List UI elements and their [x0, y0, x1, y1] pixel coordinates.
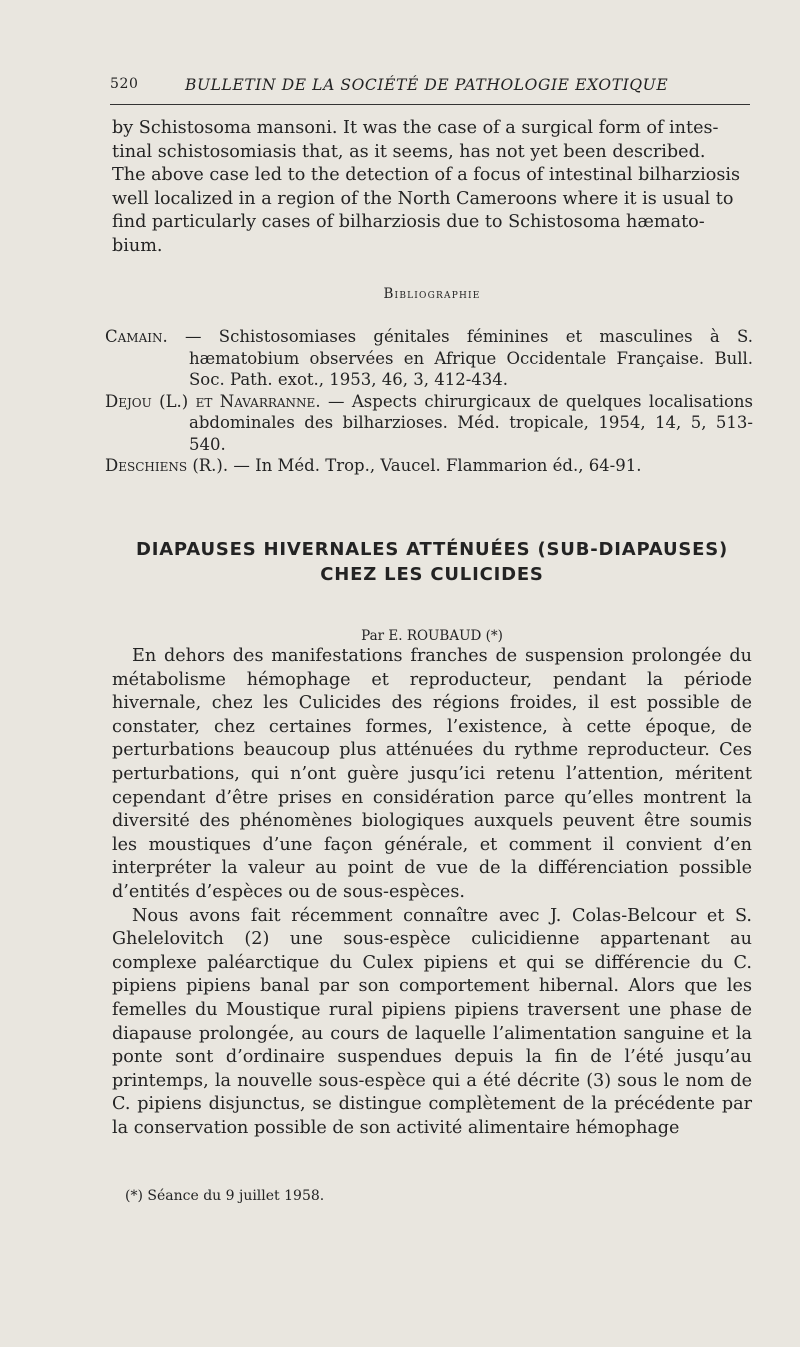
- article-title-line: DIAPAUSES HIVERNALES ATTÉNUÉES (SUB-DIAPAUSES): [135, 539, 729, 560]
- article-body: [112, 645, 752, 1140]
- header-rule: [110, 104, 750, 105]
- reference-text: — Aspects chirurgicaux de quelques localisations abdominales des bilharzioses. Méd. tropicale, 1954, 14, 5, 513-540.: [189, 391, 754, 454]
- reference-list: [105, 326, 753, 477]
- journal-title: BULLETIN DE LA SOCIÉTÉ DE PATHOLOGIE EXOTIQUE: [185, 76, 669, 94]
- running-header: [110, 76, 750, 102]
- summary-line: bium.: [112, 235, 163, 256]
- footnote: (*) Séance du 9 juillet 1958.: [125, 1188, 325, 1204]
- reference-item: [105, 326, 753, 391]
- summary-line: The above case led to the detection of a focus of intestinal bilharziosis: [112, 165, 741, 186]
- bibliography-heading: Bibliographie: [383, 286, 481, 302]
- summary-line: well localized in a region of the North Cameroons where it is usual to: [112, 188, 734, 209]
- author-byline: Par E. ROUBAUD (*): [361, 628, 503, 644]
- reference-text: — In Méd. Trop., Vaucel. Flammarion éd., 64-91.: [233, 456, 642, 475]
- reference-text: — Schistosomiases génitales féminines et masculines à S. hæmatobium observées en Afrique Occidentale Française. Bull. Soc. Path. exot., 1953, 46, 3, 412-434.: [185, 327, 753, 389]
- article-title-line: CHEZ LES CULICIDES: [320, 564, 544, 585]
- summary-line: find particularly cases of bilharziosis due to Schistosoma hæmato-: [112, 212, 705, 233]
- reference-item: [105, 455, 753, 477]
- summary-line: tinal schistosomiasis that, as it seems, has not yet been described.: [112, 141, 706, 162]
- summary-line: by Schistosoma mansoni. It was the case of a surgical form of intes-: [112, 118, 719, 138]
- article-paragraph: Nous avons fait récemment connaître avec J. Colas-Belcour et S. Ghelelovitch (2) une sous-espèce culicidienne appartenant au complexe paléarctique du Culex pipiens et qui se différencie du C. pipiens pipiens banal par son comportement hibernal. Alors que les femelles du Moustique rural pipiens pipiens traversent une phase de diapause prolongée, au cours de laquelle l’alimentation sanguine et la ponte sont d’ordinaire suspendues depuis la fin de l’été jusqu’au printemps, la nouvelle sous-espèce qui a été décrite (3) sous le nom de C. pipiens disjunctus, se distingue complètement de la précédente par la conservation possible de son activité alimentaire hémophage: [112, 905, 752, 1138]
- article-title: [112, 537, 752, 587]
- reference-author: Camain.: [105, 327, 168, 346]
- reference-item: [105, 391, 753, 456]
- page-number: 520: [110, 76, 139, 92]
- article-paragraph: En dehors des manifestations franches de suspension prolongée du métabolisme hémophage et reproducteur, pendant la période hivernale, chez les Culicides des régions froides, il est possible de constater, chez certaines formes, l’existence, à cette époque, de perturbations beaucoup plus atténuées du rythme reproducteur. Ces perturbations, qui n’ont guère jusqu’ici retenu l’attention, méritent cependant d’être prises en considération parce qu’elles montrent la diversité des phénomènes biologiques auxquels peuvent être soumis les moustiques d’une façon générale, et comment il convient d’en interpréter la valeur au point de vue de la différenciation possible d’entités d’espèces ou de sous-espèces.: [112, 646, 752, 902]
- summary-end: [112, 117, 752, 259]
- reference-author: Deschiens (R.).: [105, 456, 229, 475]
- reference-author: Dejou (L.) et Navarranne.: [105, 391, 321, 411]
